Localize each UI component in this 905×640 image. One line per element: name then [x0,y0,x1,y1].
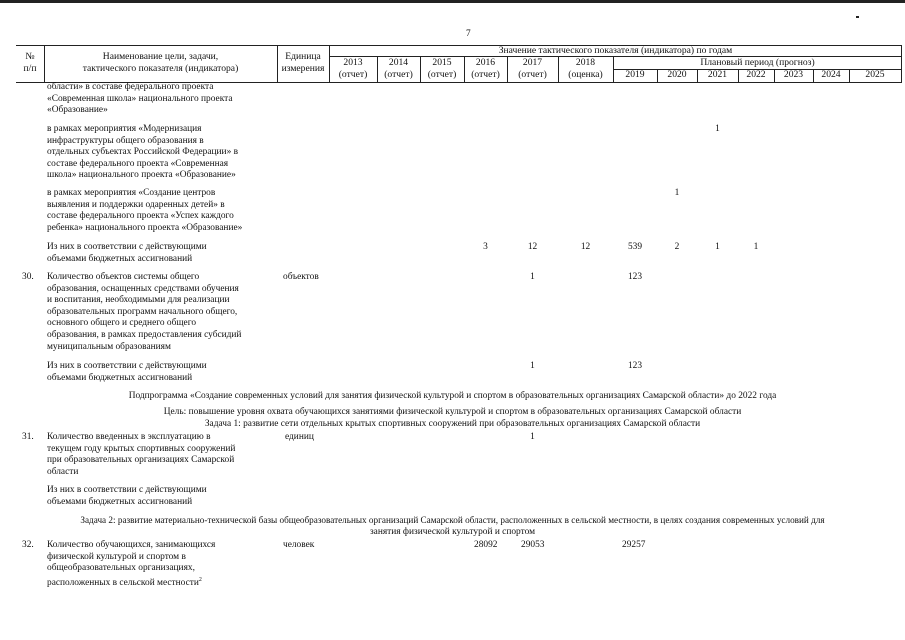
row-budget1-2017: 12 [527,242,538,252]
row-talent-name: в рамках мероприятия «Создание центров выявления и поддержки одаренных детей» в составе федерального проекта «Успех каждого ребенка» национального проекта «Образование» [47,188,243,233]
year-2017-note: (отчет) [518,69,547,80]
row31-name: Количество введенных в эксплуатацию в текущем году крытых спортивных сооружений при образовательных организациях Самарской области [47,432,236,477]
year-2024: 2024 [821,69,841,80]
row-budget2-name: Из них в соответствии с действующими объемами бюджетных ассигнований [47,361,207,383]
page-number: 7 [466,29,471,39]
subprogram-title: Подпрограмма «Создание современных условий для занятия физической культурой и спортом в образовательных организациях Самарской области» до 2022 года [128,391,777,401]
row30-name: Количество объектов системы общего образования, оснащенных средствами обучения и воспитания, необходимыми для реализации образовательных программ начального общего, основного общего и среднего общего образования, в рамках предоставления субсидий муниципальным образованиям [47,272,242,352]
row-budget2-2017: 1 [530,361,535,371]
row32-name: Количество обучающихся, занимающихся физической культурой и спортом в общеобразовательных организациях, расположенных в сельской местности$^2$ [47,540,216,588]
year-2019: 2019 [625,69,645,80]
row-budget1-2020: 2 [674,242,680,252]
header-name-line1: Наименование цели, задачи, [102,51,219,62]
goal-text: Цель: повышение уровня охвата обучающихся занятиями физической культурой и спортом в образовательных организациях Самарской области [163,407,742,417]
row32-unit: человек [283,540,315,550]
row-talent-2020: 1 [674,188,680,198]
year-2016-note: (отчет) [471,69,500,80]
task2-text-line1: Задача 2: развитие материально-технической базы общеобразовательных организаций Самарской области, расположенных в сельской местности, в целях создания современных условий для [80,515,825,525]
year-2020: 2020 [667,69,687,80]
header-values-title: Значение тактического показателя (индикатора) по годам [498,45,733,56]
scan-top-border [0,0,905,3]
row-budget1-2016: 3 [483,242,488,252]
year-2023: 2023 [783,69,804,80]
row32-2017: 29053 [521,540,545,550]
year-2017: 2017 [522,57,543,68]
row31-2017: 1 [530,432,535,442]
row30-2017: 1 [530,272,535,282]
row-budget2-2019: 123 [627,361,643,371]
header-name-line2: тактического показателя (индикатора) [82,63,239,74]
row-modernization-name: в рамках мероприятия «Модернизация инфраструктуры общего образования в отдельных субъектах Российской Федерации» в составе федерального проекта «Современная школа» национального проекта «Образование» [47,124,239,181]
row-modernization-2021: 1 [715,124,720,134]
year-2015-note: (отчет) [427,69,457,80]
header-forecast-title: Плановый период (прогноз) [700,57,815,68]
year-2025: 2025 [865,69,885,80]
row31-number: 31. [22,432,34,442]
year-2013-note: (отчет) [338,69,368,80]
row32-footnote: 2 [198,576,202,583]
row30-number: 30. [22,272,34,282]
year-2015: 2015 [432,57,452,68]
year-2018-note: (оценка) [568,69,603,80]
row32-number: 32. [22,540,34,550]
header-no: № [25,51,35,62]
row-budget1-2018: 12 [580,242,591,252]
year-2022: 2022 [746,69,766,80]
year-2021: 2021 [707,69,728,80]
header-unit-line1: Единица [285,51,321,62]
task1-text: Задача 1: развитие сети отдельных крытых спортивных сооружений при образовательных организациях Самарской области [204,419,701,429]
row32-2019: 29257 [622,540,646,550]
year-2014-note: (отчет) [384,69,413,80]
header-unit-line2: измерения [281,63,325,74]
year-2013: 2013 [343,57,363,68]
row30-2019: 123 [627,272,643,282]
task2-text-line2: занятия физической культурой и спортом [369,527,536,537]
row-budget1-2022: 1 [753,242,759,252]
row30-unit: объектов [283,272,319,282]
header-no-sub: п/п [23,63,37,74]
edge-mark [856,16,859,18]
row31-unit: единиц [285,432,314,442]
row32-2016: 28092 [474,540,498,550]
row-budget1-2021: 1 [715,242,720,252]
year-2018: 2018 [575,57,596,68]
row-budget3-name: Из них в соответствии с действующими объемами бюджетных ассигнований [47,485,207,507]
row-budget1-name: Из них в соответствии с действующими объемами бюджетных ассигнований [47,242,207,264]
row-budget1-2019: 539 [627,242,643,252]
year-2014: 2014 [388,57,409,68]
row-continuation-name: области» в составе федерального проекта «Современная школа» национального проекта «Образование» [47,82,233,116]
year-2016: 2016 [475,57,496,68]
